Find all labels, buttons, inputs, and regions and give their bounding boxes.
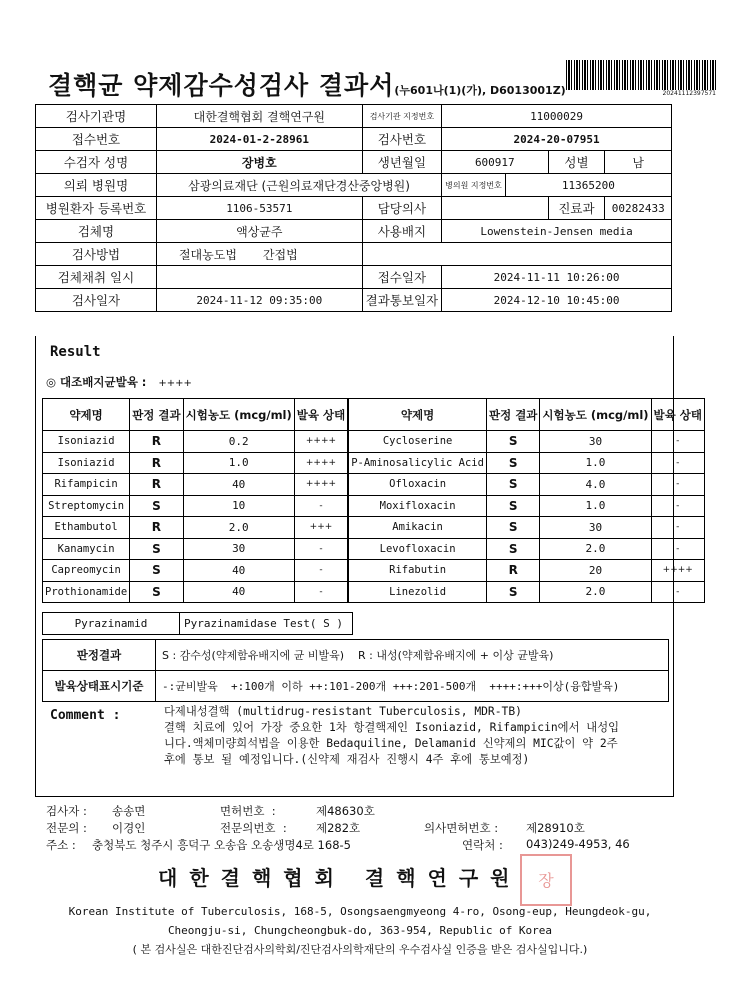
drug-conc: 20 (540, 560, 651, 582)
col-conc-left: 시험농도 (mcg/ml) (183, 399, 294, 431)
test-date-value: 2024-11-12 09:35:00 (156, 289, 362, 312)
drug-name: Prothionamide (43, 581, 130, 603)
drug-result: S (486, 431, 539, 453)
dept-value: 00282433 (605, 197, 672, 220)
drug-name: Cycloserine (348, 431, 486, 453)
drug-conc: 1.0 (183, 452, 294, 474)
drug-result: S (486, 538, 539, 560)
comment-line: 다제내성결핵 (multidrug-resistant Tuberculosis, MDR-TB) (164, 705, 522, 718)
control-growth-label: ◎ 대조배지균발육 : (46, 375, 147, 389)
drug-conc: 40 (183, 474, 294, 496)
certification-footnote: ( 본 검사실은 대한진단검사의학회/진단검사의학재단의 우수검사실 인증을 받은 검사실입니다.) (132, 943, 588, 956)
seal-text: 장 (538, 870, 554, 890)
test-no-label: 검사번호 (362, 128, 441, 151)
drug-name: Isoniazid (43, 452, 130, 474)
form-code: (누601나(1)(가), D6013001Z) (394, 84, 566, 97)
drug-row (43, 538, 705, 560)
drug-conc: 2.0 (540, 538, 651, 560)
control-growth-value: ++++ (158, 378, 192, 389)
specialist-no-label: 전문의번호 : (220, 821, 287, 835)
drug-name: Capreomycin (43, 560, 130, 582)
english-address-line2: Cheongju-si, Chungcheongbuk-do, 363-954, Republic of Korea (167, 924, 553, 937)
birth-value: 600917 (442, 151, 548, 174)
drug-name: Levofloxacin (348, 538, 486, 560)
pza-label: Pyrazinamid (43, 613, 180, 635)
drug-row (43, 517, 705, 539)
doctor-license-label: 의사면허번호 : (424, 821, 499, 835)
address-value: 충청북도 청주시 흥덕구 오송읍 오송생명4로 168-5 (92, 838, 351, 852)
comment-line: 결핵 치료에 있어 가장 중요한 1차 항결핵제인 Isoniazid, Rifampicin에서 내성입 (164, 721, 620, 734)
tester-name: 송송면 (112, 804, 146, 818)
patient-name-value: 장병호 (156, 151, 362, 174)
patient-reg-value: 1106-53571 (156, 197, 362, 220)
drug-result: R (130, 517, 183, 539)
drug-conc: 40 (183, 560, 294, 582)
comment-line: 후에 통보 될 예정입니다.(신약제 재검사 진행시 4주 후에 통보예정) (164, 753, 530, 766)
barcode-number: 20241112397571 (662, 90, 716, 97)
test-no-value: 2024-20-07951 (442, 128, 672, 151)
drug-name: Ofloxacin (348, 474, 486, 496)
hospital-value: 삼광의료재단 (근원의료재단경산중앙병원) (156, 174, 441, 197)
patient-name-label: 수검자 성명 (36, 151, 157, 174)
doctor-value (442, 197, 548, 220)
comment-line: 니다.액체미량희석법을 이용한 Bedaquiline, Delamanid 신약제의 MIC값이 약 2주 (164, 737, 618, 750)
drug-growth: - (651, 517, 704, 539)
drug-conc: 30 (540, 431, 651, 453)
hospital-label: 의뢰 병원명 (36, 174, 157, 197)
comment-text (164, 704, 619, 768)
reception-no-value: 2024-01-2-28961 (156, 128, 362, 151)
drug-result: S (130, 581, 183, 603)
dept-label: 진료과 (548, 197, 605, 220)
drug-growth: - (651, 452, 704, 474)
drug-growth: - (651, 495, 704, 517)
drug-growth: +++ (294, 517, 348, 539)
drug-conc: 10 (183, 495, 294, 517)
drug-conc: 1.0 (540, 495, 651, 517)
specimen-value: 액상균주 (156, 220, 362, 243)
specialist-no-value: 제282호 (316, 821, 361, 835)
drug-growth: - (294, 581, 348, 603)
sex-value: 남 (605, 151, 672, 174)
drug-conc: 30 (183, 538, 294, 560)
english-address-line1: Korean Institute of Tuberculosis, 168-5, Osongsaengmyeong 4-ro, Osong-eup, Heungdeok-gu, (68, 905, 652, 918)
contact-label: 연락처 : (462, 838, 503, 852)
hospital-code-value: 11365200 (505, 174, 671, 197)
contact-value: 043)249-4953, 46 (526, 837, 630, 851)
drug-conc: 2.0 (183, 517, 294, 539)
col-conc-right: 시험농도 (mcg/ml) (540, 399, 651, 431)
drug-growth: ++++ (294, 474, 348, 496)
specialist-label: 전문의 : (46, 821, 87, 835)
drug-result: S (486, 517, 539, 539)
drug-growth: - (294, 560, 348, 582)
medium-value: Lowenstein-Jensen media (442, 220, 672, 243)
drug-result: R (130, 452, 183, 474)
specimen-label: 검체명 (36, 220, 157, 243)
received-label: 접수일자 (362, 266, 441, 289)
drug-result: S (486, 581, 539, 603)
sex-label: 성별 (548, 151, 605, 174)
report-value: 2024-12-10 10:45:00 (442, 289, 672, 312)
growth-legend-label: 발육상태표시기준 (43, 671, 156, 702)
birth-label: 생년월일 (362, 151, 441, 174)
organization-name: 대한결핵협회 결핵연구원 (158, 866, 522, 890)
report-label: 결과통보일자 (362, 289, 441, 312)
drug-conc: 0.2 (183, 431, 294, 453)
judge-legend-text: S : 감수성(약제함유배지에 균 비발육) R : 내성(약제함유배지에 + 이상 균발육) (156, 640, 669, 671)
drug-conc: 1.0 (540, 452, 651, 474)
drug-row (43, 474, 705, 496)
institution-value: 대한결핵협회 결핵연구원 (156, 105, 362, 128)
col-growth-right: 발육 상태 (651, 399, 704, 431)
barcode-bars (566, 60, 716, 90)
drug-result: S (130, 495, 183, 517)
drug-result: S (486, 474, 539, 496)
drug-result: S (486, 495, 539, 517)
collect-value (156, 266, 362, 289)
institution-label: 검사기관명 (36, 105, 157, 128)
specialist-name: 이경인 (112, 821, 146, 835)
drug-row (43, 431, 705, 453)
drug-conc: 4.0 (540, 474, 651, 496)
drug-growth: - (294, 495, 348, 517)
patient-reg-label: 병원환자 등록번호 (36, 197, 157, 220)
drug-row (43, 495, 705, 517)
barcode (566, 60, 716, 100)
legend-table (42, 639, 669, 702)
pza-value: Pyrazinamidase Test( S ) (180, 613, 353, 635)
drug-name: Ethambutol (43, 517, 130, 539)
drug-growth: ++++ (651, 560, 704, 582)
drug-name: Rifampicin (43, 474, 130, 496)
drug-growth: - (294, 538, 348, 560)
drug-result: R (486, 560, 539, 582)
method-label: 검사방법 (36, 243, 157, 266)
drug-table (42, 398, 705, 603)
col-growth-left: 발육 상태 (294, 399, 348, 431)
doctor-label: 담당의사 (362, 197, 441, 220)
doctor-license-value: 제28910호 (526, 821, 585, 835)
drug-conc: 2.0 (540, 581, 651, 603)
comment-label: Comment : (50, 708, 121, 723)
growth-legend-text: -:균비발육 +:100개 이하 ++:101-200개 +++:201-500개 ++++:+++이상(융합발육) (156, 671, 669, 702)
drug-name: Isoniazid (43, 431, 130, 453)
drug-name: P-Aminosalicylic Acid (348, 452, 486, 474)
drug-name: Moxifloxacin (348, 495, 486, 517)
pyrazinamide-row (42, 612, 353, 635)
drug-name: Amikacin (348, 517, 486, 539)
col-result-right: 판정 결과 (486, 399, 539, 431)
drug-row (43, 581, 705, 603)
method-value-absolute: 절대농도법 (178, 247, 237, 262)
drug-result: S (486, 452, 539, 474)
tester-label: 검사자 : (46, 804, 87, 818)
test-date-label: 검사일자 (36, 289, 157, 312)
received-value: 2024-11-11 10:26:00 (442, 266, 672, 289)
drug-table-body (43, 431, 705, 603)
drug-growth: - (651, 581, 704, 603)
method-blank (362, 243, 671, 266)
info-table (35, 104, 672, 312)
col-drug-right: 약제명 (348, 399, 486, 431)
license-value: 제48630호 (316, 804, 375, 818)
official-seal (520, 854, 572, 906)
drug-growth: - (651, 474, 704, 496)
method-value-indirect: 간접법 (262, 247, 298, 262)
hospital-code-label: 병의원 지정번호 (442, 174, 506, 197)
drug-growth: ++++ (294, 452, 348, 474)
drug-row (43, 560, 705, 582)
license-label: 면허번호 : (220, 804, 276, 818)
drug-result: R (130, 474, 183, 496)
drug-conc: 30 (540, 517, 651, 539)
control-growth (46, 374, 192, 390)
designation-value: 11000029 (442, 105, 672, 128)
medium-label: 사용배지 (362, 220, 441, 243)
drug-result: S (130, 560, 183, 582)
result-title: Result (50, 344, 101, 360)
address-label: 주소 : (46, 838, 76, 852)
reception-no-label: 접수번호 (36, 128, 157, 151)
designation-label: 검사기관 지정번호 (362, 105, 441, 128)
drug-row (43, 452, 705, 474)
title-text: 결핵균 약제감수성검사 결과서 (48, 71, 395, 100)
drug-growth: - (651, 538, 704, 560)
drug-result: S (130, 538, 183, 560)
col-result-left: 판정 결과 (130, 399, 183, 431)
col-drug-left: 약제명 (43, 399, 130, 431)
drug-name: Linezolid (348, 581, 486, 603)
drug-name: Streptomycin (43, 495, 130, 517)
drug-name: Kanamycin (43, 538, 130, 560)
drug-name: Rifabutin (348, 560, 486, 582)
document-title (48, 66, 566, 102)
drug-result: R (130, 431, 183, 453)
drug-growth: - (651, 431, 704, 453)
collect-label: 검체채취 일시 (36, 266, 157, 289)
method-value (156, 243, 362, 266)
drug-conc: 40 (183, 581, 294, 603)
drug-growth: ++++ (294, 431, 348, 453)
judge-legend-label: 판정결과 (43, 640, 156, 671)
